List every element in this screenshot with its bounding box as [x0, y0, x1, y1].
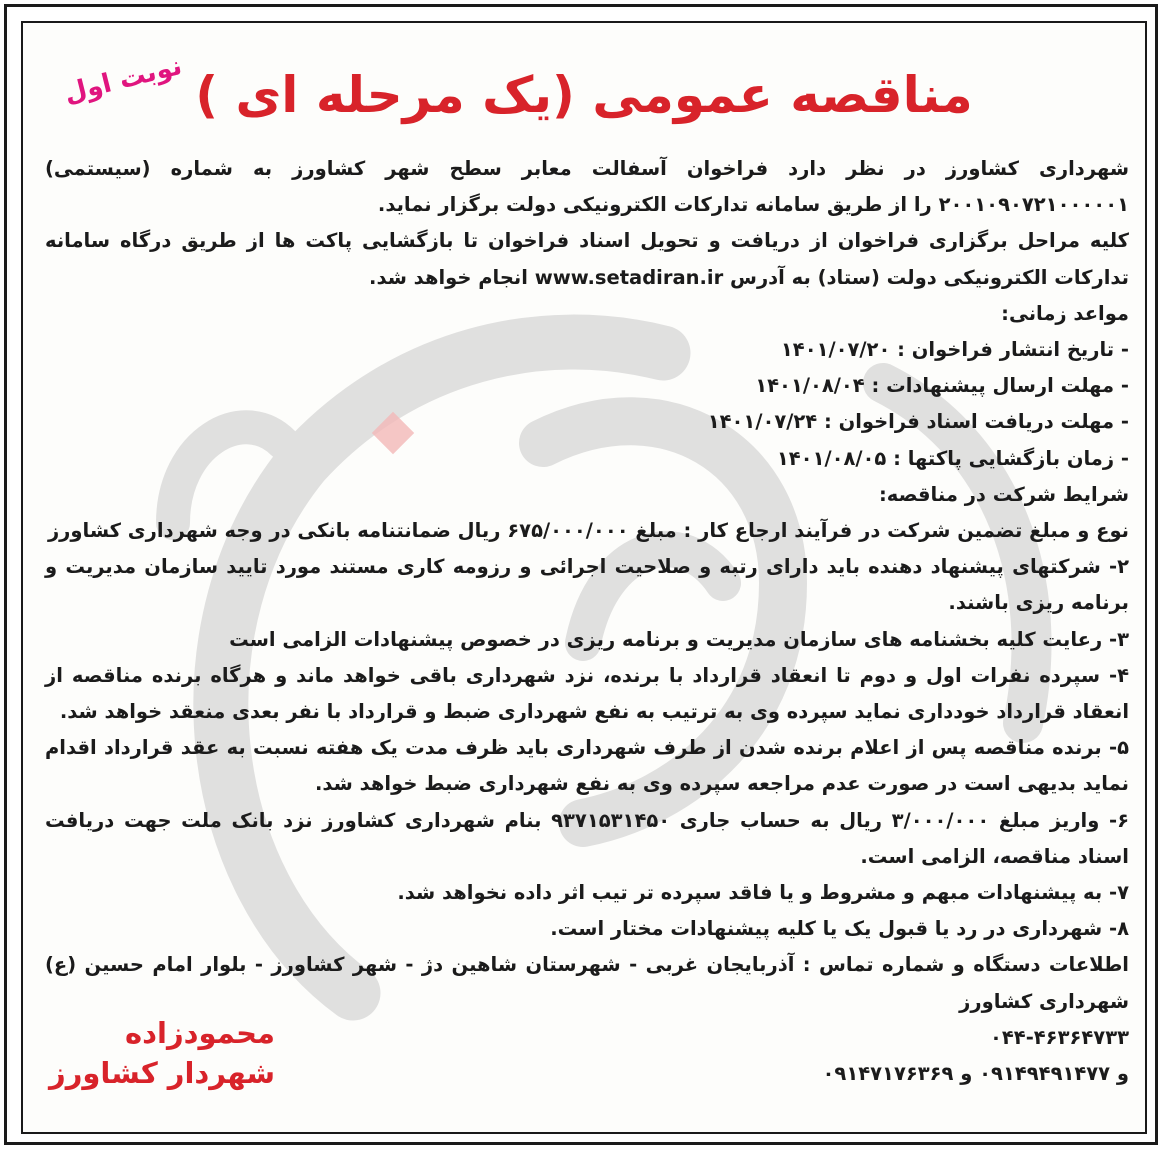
signature-title: شهردار کشاورز — [49, 1056, 275, 1090]
intro-2-before: کلیه مراحل برگزاری فراخوان از دریافت و تحویل اسناد فراخوان تا بازگشایی پاکت ها از طریق درگاه سامانه تدارکات الکترونیکی دولت (ستاد) به آدرس — [45, 229, 1129, 289]
schedule-item: - مهلت دریافت اسناد فراخوان : ۱۴۰۱/۰۷/۲۴ — [707, 410, 1129, 434]
condition-item: ۸- شهرداری در رد یا قبول یک یا کلیه پیشنهادات مختار است. — [550, 917, 1129, 941]
phone-line-2: و ۰۹۱۴۹۴۹۱۴۷۷ و ۰۹۱۴۷۱۷۶۳۶۹ — [822, 1062, 1129, 1086]
intro-paragraph-2 — [45, 223, 1129, 295]
condition-item: ۷- به پیشنهادات مبهم و مشروط و یا فاقد سپرده تر تیب اثر داده نخواهد شد. — [397, 881, 1129, 905]
signature-name: محمودزاده — [125, 1016, 275, 1050]
schedule-item: - تاریخ انتشار فراخوان : ۱۴۰۱/۰۷/۲۰ — [780, 338, 1129, 362]
notice-body — [45, 151, 1129, 1092]
intro-paragraph-1: شهرداری کشاورز در نظر دارد فراخوان آسفالت معابر سطح شهر کشاورز به شماره (سیستمی) ۲۰۰۱۰۹۰۷۲۱۰۰۰۰۰۱ را از طریق سامانه تدارکات الکترونیکی دولت برگزار نماید. — [45, 157, 1129, 217]
condition-item: ۲- شرکتهای پیشنهاد دهنده باید دارای رتبه و صلاحیت اجرائی و رزومه کاری مستند مورد تایید سازمان مدیریت و برنامه ریزی باشند. — [45, 555, 1129, 615]
condition-item: ۶- واریز مبلغ ۳/۰۰۰/۰۰۰ ریال به حساب جاری ۹۳۷۱۵۳۱۴۵۰ بنام شهرداری کشاورز نزد بانک ملت جهت دریافت اسناد مناقصه، الزامی است. — [45, 808, 1129, 868]
condition-item: ۴- سپرده نفرات اول و دوم تا انعقاد قرارداد با برنده، نزد شهرداری باقی خواهد ماند و هرگاه برنده مناقصه از انعقاد قرارداد خودداری نماید سپرده وی به ترتیب به نفع شهرداری ضبط و قرارداد با نفر بعدی منعقد خواهد شد. — [45, 663, 1129, 724]
intro-2-after: انجام خواهد شد. — [369, 265, 528, 289]
round-label: نوبت اول — [61, 50, 185, 110]
phone-line-1: ۰۴۴-۴۶۳۶۴۷۳۳ — [989, 1025, 1129, 1049]
condition-item: ۵- برنده مناقصه پس از اعلام برنده شدن از طرف شهرداری باید ظرف مدت یک هفته نسبت به عقد قرارداد اقدام نماید بدیهی است در صورت عدم مراجعه سپرده وی به نفع شهرداری ضبط خواهد شد. — [45, 736, 1129, 796]
schedule-item: - زمان بازگشایی پاکتها : ۱۴۰۱/۰۸/۰۵ — [776, 446, 1129, 470]
website-url: www.setadiran.ir — [534, 265, 724, 289]
schedule-item: - مهلت ارسال پیشنهادات : ۱۴۰۱/۰۸/۰۴ — [755, 374, 1129, 398]
signature-block — [49, 1013, 275, 1093]
contact-info: اطلاعات دستگاه و شماره تماس : آذربایجان غربی - شهرستان شاهین دژ - شهر کشاورز - بلوار امام حسین (ع) شهرداری کشاورز — [45, 953, 1129, 1013]
page-title: مناقصه عمومی (یک مرحله ای ) — [195, 66, 973, 124]
notice-outer-border — [4, 4, 1158, 1145]
conditions-heading: شرایط شرکت در مناقصه: — [878, 482, 1129, 506]
condition-item: نوع و مبلغ تضمین شرکت در فرآیند ارجاع کار : مبلغ ۶۷۵/۰۰۰/۰۰۰ ریال ضمانتنامه بانکی در وجه شهرداری کشاورز — [47, 519, 1129, 543]
notice-frame — [21, 21, 1147, 1134]
schedule-heading: مواعد زمانی: — [1001, 301, 1129, 325]
condition-item: ۳- رعایت کلیه بخشنامه های سازمان مدیریت و برنامه ریزی در خصوص پیشنهادات الزامی است — [229, 627, 1129, 651]
